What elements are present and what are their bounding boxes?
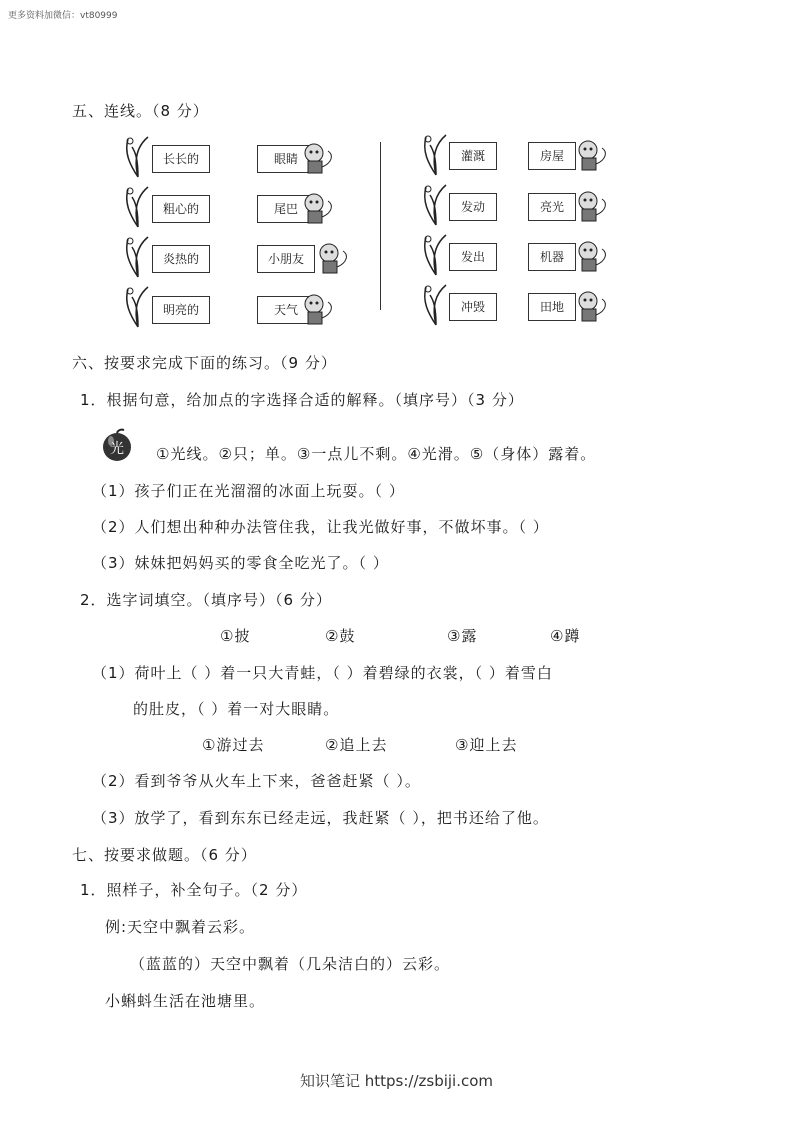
sentence-item: （1）孩子们正在光溜溜的冰面上玩耍。（ ） [92,482,405,500]
question-title: 1．照样子，补全句子。（2 分） [80,881,308,899]
choice-option: ③迎上去 [455,736,518,754]
fill-item: （3）放学了，看到东东已经走远，我赶紧（ ），把书还给了他。 [92,809,549,827]
fill-item: （1）荷叶上（ ）着一只大青蛙，（ ）着碧绿的衣裳，（ ）着雪白 [92,664,553,682]
apple-char: 光 [110,441,124,457]
corn-leaf-icon [122,235,154,279]
word-box[interactable]: 田地 [528,293,576,321]
monkey-icon [574,289,610,325]
corn-leaf-icon [122,185,154,229]
monkey-icon [574,138,610,174]
choice-option: ④蹲 [550,627,581,645]
example-sentence: 例:天空中飘着云彩。 [105,918,256,936]
word-box[interactable]: 机器 [528,243,576,271]
monkey-icon [574,189,610,225]
word-box[interactable]: 炎热的 [152,245,210,273]
word-box[interactable]: 小朋友 [257,245,315,273]
sentence-item: （3）妹妹把妈妈买的零食全吃光了。（ ） [92,554,389,572]
monkey-icon [315,241,351,277]
monkey-icon [300,191,336,227]
section5-title: 五、连线。（8 分） [72,102,209,120]
corn-leaf-icon [420,283,452,327]
fill-item: （2）看到爷爷从火车上下来，爸爸赶紧（ ）。 [92,772,421,790]
choice-option: ②追上去 [325,736,388,754]
choice-option: ②鼓 [325,627,356,645]
word-box[interactable]: 明亮的 [152,296,210,324]
choice-option: ①披 [220,627,251,645]
monkey-icon [300,292,336,328]
word-box[interactable]: 灌溉 [449,142,497,170]
section7-title: 七、按要求做题。（6 分） [72,846,257,864]
definition-options: ①光线。②只；单。③一点儿不剩。④光滑。⑤（身体）露着。 [156,445,597,463]
task-sentence: 小蝌蚪生活在池塘里。 [105,992,266,1010]
word-box[interactable]: 发动 [449,193,497,221]
word-box[interactable]: 粗心的 [152,195,210,223]
column-divider [380,142,381,310]
monkey-icon [574,239,610,275]
word-box[interactable]: 长长的 [152,145,210,173]
monkey-icon [300,141,336,177]
corn-leaf-icon [420,183,452,227]
choice-option: ③露 [447,627,478,645]
word-box[interactable]: 发出 [449,243,497,271]
question-title: 2．选字词填空。（填序号）（6 分） [80,591,332,609]
example-answer: （蓝蓝的）天空中飘着（几朵洁白的）云彩。 [130,955,451,973]
watermark-text: 更多资料加微信：vt80999 [8,11,118,21]
sentence-item: （2）人们想出种种办法管住我，让我光做好事，不做坏事。（ ） [92,518,549,536]
word-box[interactable]: 眼睛 [257,145,315,173]
corn-leaf-icon [420,233,452,277]
corn-leaf-icon [122,135,154,179]
corn-leaf-icon [420,133,452,177]
word-box[interactable]: 冲毁 [449,293,497,321]
word-box[interactable]: 亮光 [528,193,576,221]
apple-icon [100,428,134,462]
choice-option: ①游过去 [202,736,265,754]
question-title: 1．根据句意，给加点的字选择合适的解释。（填序号）（3 分） [80,391,524,409]
word-box[interactable]: 尾巴 [257,195,315,223]
fill-item-cont: 的肚皮，（ ）着一对大眼睛。 [133,700,340,718]
word-box[interactable]: 天气 [257,296,315,324]
section6-title: 六、按要求完成下面的练习。（9 分） [72,354,337,372]
corn-leaf-icon [122,285,154,329]
word-box[interactable]: 房屋 [528,142,576,170]
footer-watermark: 知识笔记 https://zsbiji.com [299,1072,494,1090]
